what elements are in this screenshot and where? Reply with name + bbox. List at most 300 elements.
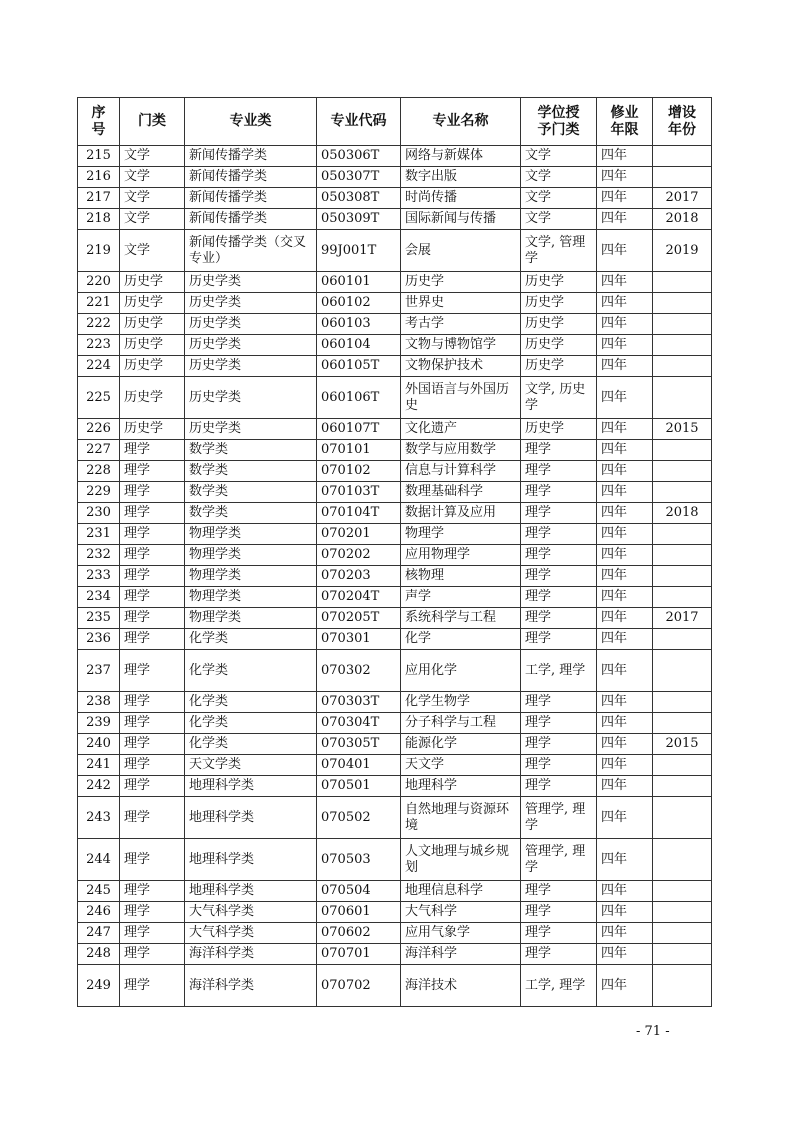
row-index: 222 bbox=[78, 314, 120, 335]
row-year bbox=[653, 755, 712, 776]
row-code: 070501 bbox=[317, 776, 401, 797]
row-duration: 四年 bbox=[597, 230, 653, 272]
row-index: 232 bbox=[78, 545, 120, 566]
row-class: 化学类 bbox=[185, 734, 317, 755]
row-index: 245 bbox=[78, 881, 120, 902]
row-category: 历史学 bbox=[120, 293, 185, 314]
row-name: 时尚传播 bbox=[401, 188, 521, 209]
row-duration: 四年 bbox=[597, 335, 653, 356]
row-category: 理学 bbox=[120, 944, 185, 965]
row-class: 大气科学类 bbox=[185, 923, 317, 944]
page-number: - 71 - bbox=[636, 1024, 670, 1039]
row-name: 分子科学与工程 bbox=[401, 713, 521, 734]
row-name: 人文地理与城乡规划 bbox=[401, 839, 521, 881]
table-row bbox=[78, 293, 712, 314]
row-index: 223 bbox=[78, 335, 120, 356]
row-year bbox=[653, 356, 712, 377]
table-row bbox=[78, 335, 712, 356]
row-category: 历史学 bbox=[120, 272, 185, 293]
row-category: 文学 bbox=[120, 146, 185, 167]
row-code: 070205T bbox=[317, 608, 401, 629]
row-year bbox=[653, 461, 712, 482]
row-year bbox=[653, 377, 712, 419]
row-category: 理学 bbox=[120, 608, 185, 629]
row-name: 声学 bbox=[401, 587, 521, 608]
row-name: 化学 bbox=[401, 629, 521, 650]
row-category: 理学 bbox=[120, 629, 185, 650]
row-degree: 历史学 bbox=[521, 314, 597, 335]
row-degree: 理学 bbox=[521, 524, 597, 545]
row-degree: 历史学 bbox=[521, 356, 597, 377]
row-name: 化学生物学 bbox=[401, 692, 521, 713]
row-index: 220 bbox=[78, 272, 120, 293]
row-year bbox=[653, 776, 712, 797]
row-name: 世界史 bbox=[401, 293, 521, 314]
row-name: 应用气象学 bbox=[401, 923, 521, 944]
row-name: 文物与博物馆学 bbox=[401, 335, 521, 356]
row-category: 理学 bbox=[120, 566, 185, 587]
row-index: 243 bbox=[78, 797, 120, 839]
row-class: 化学类 bbox=[185, 692, 317, 713]
table-row bbox=[78, 272, 712, 293]
row-class: 物理学类 bbox=[185, 524, 317, 545]
row-code: 070502 bbox=[317, 797, 401, 839]
row-code: 070102 bbox=[317, 461, 401, 482]
row-code: 050308T bbox=[317, 188, 401, 209]
row-class: 历史学类 bbox=[185, 314, 317, 335]
row-index: 236 bbox=[78, 629, 120, 650]
row-category: 历史学 bbox=[120, 356, 185, 377]
row-duration: 四年 bbox=[597, 188, 653, 209]
row-name: 海洋科学 bbox=[401, 944, 521, 965]
row-code: 070304T bbox=[317, 713, 401, 734]
row-year: 2017 bbox=[653, 608, 712, 629]
row-name: 信息与计算科学 bbox=[401, 461, 521, 482]
row-degree: 文学 bbox=[521, 146, 597, 167]
table-row bbox=[78, 440, 712, 461]
row-name: 物理学 bbox=[401, 524, 521, 545]
row-degree: 理学 bbox=[521, 755, 597, 776]
row-category: 理学 bbox=[120, 713, 185, 734]
row-degree: 管理学, 理学 bbox=[521, 839, 597, 881]
row-duration: 四年 bbox=[597, 734, 653, 755]
row-degree: 理学 bbox=[521, 713, 597, 734]
row-code: 050306T bbox=[317, 146, 401, 167]
row-name: 文物保护技术 bbox=[401, 356, 521, 377]
row-class: 数学类 bbox=[185, 482, 317, 503]
row-degree: 理学 bbox=[521, 944, 597, 965]
row-degree: 工学, 理学 bbox=[521, 965, 597, 1007]
row-year bbox=[653, 272, 712, 293]
table-row bbox=[78, 587, 712, 608]
row-duration: 四年 bbox=[597, 566, 653, 587]
row-degree: 理学 bbox=[521, 629, 597, 650]
row-code: 060101 bbox=[317, 272, 401, 293]
row-category: 历史学 bbox=[120, 377, 185, 419]
table-row bbox=[78, 167, 712, 188]
row-duration: 四年 bbox=[597, 167, 653, 188]
row-degree: 理学 bbox=[521, 923, 597, 944]
row-category: 理学 bbox=[120, 734, 185, 755]
row-duration: 四年 bbox=[597, 713, 653, 734]
table-row bbox=[78, 755, 712, 776]
row-index: 217 bbox=[78, 188, 120, 209]
row-name: 系统科学与工程 bbox=[401, 608, 521, 629]
row-name: 地理信息科学 bbox=[401, 881, 521, 902]
row-category: 理学 bbox=[120, 587, 185, 608]
row-code: 070201 bbox=[317, 524, 401, 545]
table-body bbox=[78, 146, 712, 1007]
row-name: 地理科学 bbox=[401, 776, 521, 797]
row-category: 文学 bbox=[120, 209, 185, 230]
row-duration: 四年 bbox=[597, 776, 653, 797]
row-code: 050309T bbox=[317, 209, 401, 230]
row-year: 2019 bbox=[653, 230, 712, 272]
row-year: 2018 bbox=[653, 209, 712, 230]
row-class: 数学类 bbox=[185, 503, 317, 524]
row-class: 新闻传播学类 bbox=[185, 146, 317, 167]
row-name: 外国语言与外国历史 bbox=[401, 377, 521, 419]
table-row bbox=[78, 734, 712, 755]
row-duration: 四年 bbox=[597, 314, 653, 335]
row-degree: 理学 bbox=[521, 692, 597, 713]
row-degree: 工学, 理学 bbox=[521, 650, 597, 692]
row-degree: 理学 bbox=[521, 608, 597, 629]
row-year bbox=[653, 293, 712, 314]
row-category: 理学 bbox=[120, 881, 185, 902]
row-class: 历史学类 bbox=[185, 293, 317, 314]
row-category: 理学 bbox=[120, 776, 185, 797]
row-index: 229 bbox=[78, 482, 120, 503]
row-code: 070504 bbox=[317, 881, 401, 902]
row-code: 070203 bbox=[317, 566, 401, 587]
table-row bbox=[78, 209, 712, 230]
header-index: 序 号 bbox=[78, 98, 120, 146]
row-code: 060107T bbox=[317, 419, 401, 440]
row-degree: 文学 bbox=[521, 209, 597, 230]
row-index: 234 bbox=[78, 587, 120, 608]
row-code: 070301 bbox=[317, 629, 401, 650]
row-duration: 四年 bbox=[597, 608, 653, 629]
table-row bbox=[78, 608, 712, 629]
row-category: 文学 bbox=[120, 188, 185, 209]
header-code: 专业代码 bbox=[317, 98, 401, 146]
row-duration: 四年 bbox=[597, 881, 653, 902]
row-code: 060106T bbox=[317, 377, 401, 419]
row-year bbox=[653, 797, 712, 839]
row-class: 天文学类 bbox=[185, 755, 317, 776]
row-class: 物理学类 bbox=[185, 566, 317, 587]
row-class: 地理科学类 bbox=[185, 881, 317, 902]
row-name: 文化遗产 bbox=[401, 419, 521, 440]
row-index: 218 bbox=[78, 209, 120, 230]
table-row bbox=[78, 545, 712, 566]
row-class: 海洋科学类 bbox=[185, 944, 317, 965]
header-degree: 学位授 予门类 bbox=[521, 98, 597, 146]
row-degree: 历史学 bbox=[521, 272, 597, 293]
row-duration: 四年 bbox=[597, 650, 653, 692]
row-year bbox=[653, 944, 712, 965]
row-degree: 文学, 历史学 bbox=[521, 377, 597, 419]
row-class: 历史学类 bbox=[185, 356, 317, 377]
row-duration: 四年 bbox=[597, 293, 653, 314]
table-row bbox=[78, 713, 712, 734]
row-duration: 四年 bbox=[597, 923, 653, 944]
row-class: 历史学类 bbox=[185, 272, 317, 293]
row-duration: 四年 bbox=[597, 461, 653, 482]
row-category: 文学 bbox=[120, 230, 185, 272]
header-category: 门类 bbox=[120, 98, 185, 146]
row-category: 理学 bbox=[120, 965, 185, 1007]
row-code: 060105T bbox=[317, 356, 401, 377]
row-duration: 四年 bbox=[597, 356, 653, 377]
row-category: 历史学 bbox=[120, 335, 185, 356]
table-row bbox=[78, 146, 712, 167]
row-duration: 四年 bbox=[597, 692, 653, 713]
row-index: 226 bbox=[78, 419, 120, 440]
row-category: 理学 bbox=[120, 524, 185, 545]
row-category: 理学 bbox=[120, 503, 185, 524]
row-name: 会展 bbox=[401, 230, 521, 272]
row-code: 070702 bbox=[317, 965, 401, 1007]
row-class: 数学类 bbox=[185, 440, 317, 461]
row-category: 理学 bbox=[120, 923, 185, 944]
row-code: 070103T bbox=[317, 482, 401, 503]
row-degree: 历史学 bbox=[521, 335, 597, 356]
table-row bbox=[78, 881, 712, 902]
table-row bbox=[78, 629, 712, 650]
row-year: 2015 bbox=[653, 419, 712, 440]
row-index: 244 bbox=[78, 839, 120, 881]
table-row bbox=[78, 482, 712, 503]
header-class: 专业类 bbox=[185, 98, 317, 146]
row-code: 070401 bbox=[317, 755, 401, 776]
row-degree: 管理学, 理学 bbox=[521, 797, 597, 839]
row-duration: 四年 bbox=[597, 587, 653, 608]
row-name: 应用化学 bbox=[401, 650, 521, 692]
header-year: 增设 年份 bbox=[653, 98, 712, 146]
row-index: 221 bbox=[78, 293, 120, 314]
row-year bbox=[653, 524, 712, 545]
row-class: 大气科学类 bbox=[185, 902, 317, 923]
row-duration: 四年 bbox=[597, 419, 653, 440]
row-index: 237 bbox=[78, 650, 120, 692]
row-category: 理学 bbox=[120, 545, 185, 566]
row-duration: 四年 bbox=[597, 629, 653, 650]
row-class: 新闻传播学类 bbox=[185, 167, 317, 188]
row-index: 219 bbox=[78, 230, 120, 272]
row-year bbox=[653, 692, 712, 713]
table-header-row bbox=[78, 98, 712, 146]
row-category: 理学 bbox=[120, 839, 185, 881]
row-index: 230 bbox=[78, 503, 120, 524]
row-index: 224 bbox=[78, 356, 120, 377]
table-row bbox=[78, 650, 712, 692]
row-name: 考古学 bbox=[401, 314, 521, 335]
row-year bbox=[653, 839, 712, 881]
row-degree: 历史学 bbox=[521, 293, 597, 314]
row-duration: 四年 bbox=[597, 755, 653, 776]
row-year bbox=[653, 587, 712, 608]
row-degree: 理学 bbox=[521, 545, 597, 566]
row-duration: 四年 bbox=[597, 377, 653, 419]
row-year bbox=[653, 650, 712, 692]
row-index: 239 bbox=[78, 713, 120, 734]
row-degree: 理学 bbox=[521, 482, 597, 503]
row-index: 249 bbox=[78, 965, 120, 1007]
table-row bbox=[78, 923, 712, 944]
row-class: 历史学类 bbox=[185, 335, 317, 356]
row-code: 070305T bbox=[317, 734, 401, 755]
table-row bbox=[78, 503, 712, 524]
row-name: 数学与应用数学 bbox=[401, 440, 521, 461]
row-degree: 理学 bbox=[521, 776, 597, 797]
row-index: 238 bbox=[78, 692, 120, 713]
row-class: 海洋科学类 bbox=[185, 965, 317, 1007]
row-index: 231 bbox=[78, 524, 120, 545]
row-code: 050307T bbox=[317, 167, 401, 188]
row-class: 物理学类 bbox=[185, 587, 317, 608]
row-code: 070701 bbox=[317, 944, 401, 965]
row-year bbox=[653, 881, 712, 902]
row-class: 物理学类 bbox=[185, 608, 317, 629]
row-year bbox=[653, 314, 712, 335]
row-class: 地理科学类 bbox=[185, 776, 317, 797]
row-duration: 四年 bbox=[597, 440, 653, 461]
row-class: 物理学类 bbox=[185, 545, 317, 566]
row-index: 241 bbox=[78, 755, 120, 776]
table-row bbox=[78, 461, 712, 482]
table-row bbox=[78, 839, 712, 881]
table-row bbox=[78, 230, 712, 272]
row-year bbox=[653, 923, 712, 944]
table-row bbox=[78, 566, 712, 587]
row-code: 070104T bbox=[317, 503, 401, 524]
row-class: 历史学类 bbox=[185, 377, 317, 419]
row-degree: 理学 bbox=[521, 503, 597, 524]
row-index: 233 bbox=[78, 566, 120, 587]
table-row bbox=[78, 377, 712, 419]
row-year bbox=[653, 629, 712, 650]
row-year bbox=[653, 566, 712, 587]
row-degree: 理学 bbox=[521, 902, 597, 923]
row-index: 235 bbox=[78, 608, 120, 629]
row-duration: 四年 bbox=[597, 902, 653, 923]
row-class: 数学类 bbox=[185, 461, 317, 482]
row-name: 国际新闻与传播 bbox=[401, 209, 521, 230]
row-category: 理学 bbox=[120, 440, 185, 461]
row-code: 99J001T bbox=[317, 230, 401, 272]
row-year bbox=[653, 965, 712, 1007]
row-category: 文学 bbox=[120, 167, 185, 188]
row-class: 新闻传播学类 bbox=[185, 188, 317, 209]
row-index: 248 bbox=[78, 944, 120, 965]
row-degree: 理学 bbox=[521, 587, 597, 608]
row-degree: 文学, 管理学 bbox=[521, 230, 597, 272]
table-row bbox=[78, 776, 712, 797]
row-name: 天文学 bbox=[401, 755, 521, 776]
row-code: 070602 bbox=[317, 923, 401, 944]
row-code: 060102 bbox=[317, 293, 401, 314]
row-class: 新闻传播学类（交叉专业） bbox=[185, 230, 317, 272]
row-degree: 理学 bbox=[521, 461, 597, 482]
row-index: 228 bbox=[78, 461, 120, 482]
row-duration: 四年 bbox=[597, 965, 653, 1007]
table-row bbox=[78, 314, 712, 335]
row-index: 227 bbox=[78, 440, 120, 461]
row-class: 新闻传播学类 bbox=[185, 209, 317, 230]
row-duration: 四年 bbox=[597, 482, 653, 503]
row-duration: 四年 bbox=[597, 545, 653, 566]
row-name: 海洋技术 bbox=[401, 965, 521, 1007]
row-year: 2018 bbox=[653, 503, 712, 524]
row-name: 数理基础科学 bbox=[401, 482, 521, 503]
row-class: 化学类 bbox=[185, 650, 317, 692]
row-class: 地理科学类 bbox=[185, 839, 317, 881]
row-duration: 四年 bbox=[597, 524, 653, 545]
row-name: 能源化学 bbox=[401, 734, 521, 755]
row-category: 理学 bbox=[120, 650, 185, 692]
row-class: 化学类 bbox=[185, 713, 317, 734]
majors-table bbox=[77, 97, 712, 1007]
row-degree: 文学 bbox=[521, 167, 597, 188]
row-name: 自然地理与资源环境 bbox=[401, 797, 521, 839]
row-duration: 四年 bbox=[597, 944, 653, 965]
table-row bbox=[78, 944, 712, 965]
row-name: 数据计算及应用 bbox=[401, 503, 521, 524]
row-category: 理学 bbox=[120, 461, 185, 482]
row-year bbox=[653, 482, 712, 503]
table-row bbox=[78, 797, 712, 839]
row-category: 理学 bbox=[120, 755, 185, 776]
row-degree: 理学 bbox=[521, 440, 597, 461]
row-code: 070204T bbox=[317, 587, 401, 608]
row-code: 070302 bbox=[317, 650, 401, 692]
table-row bbox=[78, 356, 712, 377]
row-code: 070202 bbox=[317, 545, 401, 566]
table-row bbox=[78, 188, 712, 209]
row-code: 060104 bbox=[317, 335, 401, 356]
row-duration: 四年 bbox=[597, 839, 653, 881]
row-category: 理学 bbox=[120, 902, 185, 923]
row-category: 理学 bbox=[120, 482, 185, 503]
row-year bbox=[653, 440, 712, 461]
row-year: 2015 bbox=[653, 734, 712, 755]
row-name: 应用物理学 bbox=[401, 545, 521, 566]
table-row bbox=[78, 965, 712, 1007]
table-row bbox=[78, 524, 712, 545]
row-category: 理学 bbox=[120, 692, 185, 713]
row-index: 247 bbox=[78, 923, 120, 944]
row-name: 网络与新媒体 bbox=[401, 146, 521, 167]
table-row bbox=[78, 419, 712, 440]
row-duration: 四年 bbox=[597, 503, 653, 524]
row-name: 核物理 bbox=[401, 566, 521, 587]
row-index: 215 bbox=[78, 146, 120, 167]
row-category: 历史学 bbox=[120, 314, 185, 335]
row-duration: 四年 bbox=[597, 209, 653, 230]
row-year bbox=[653, 902, 712, 923]
row-name: 历史学 bbox=[401, 272, 521, 293]
header-name: 专业名称 bbox=[401, 98, 521, 146]
row-code: 070601 bbox=[317, 902, 401, 923]
row-name: 数字出版 bbox=[401, 167, 521, 188]
row-class: 历史学类 bbox=[185, 419, 317, 440]
row-duration: 四年 bbox=[597, 146, 653, 167]
row-code: 070101 bbox=[317, 440, 401, 461]
row-degree: 理学 bbox=[521, 734, 597, 755]
table-row bbox=[78, 692, 712, 713]
